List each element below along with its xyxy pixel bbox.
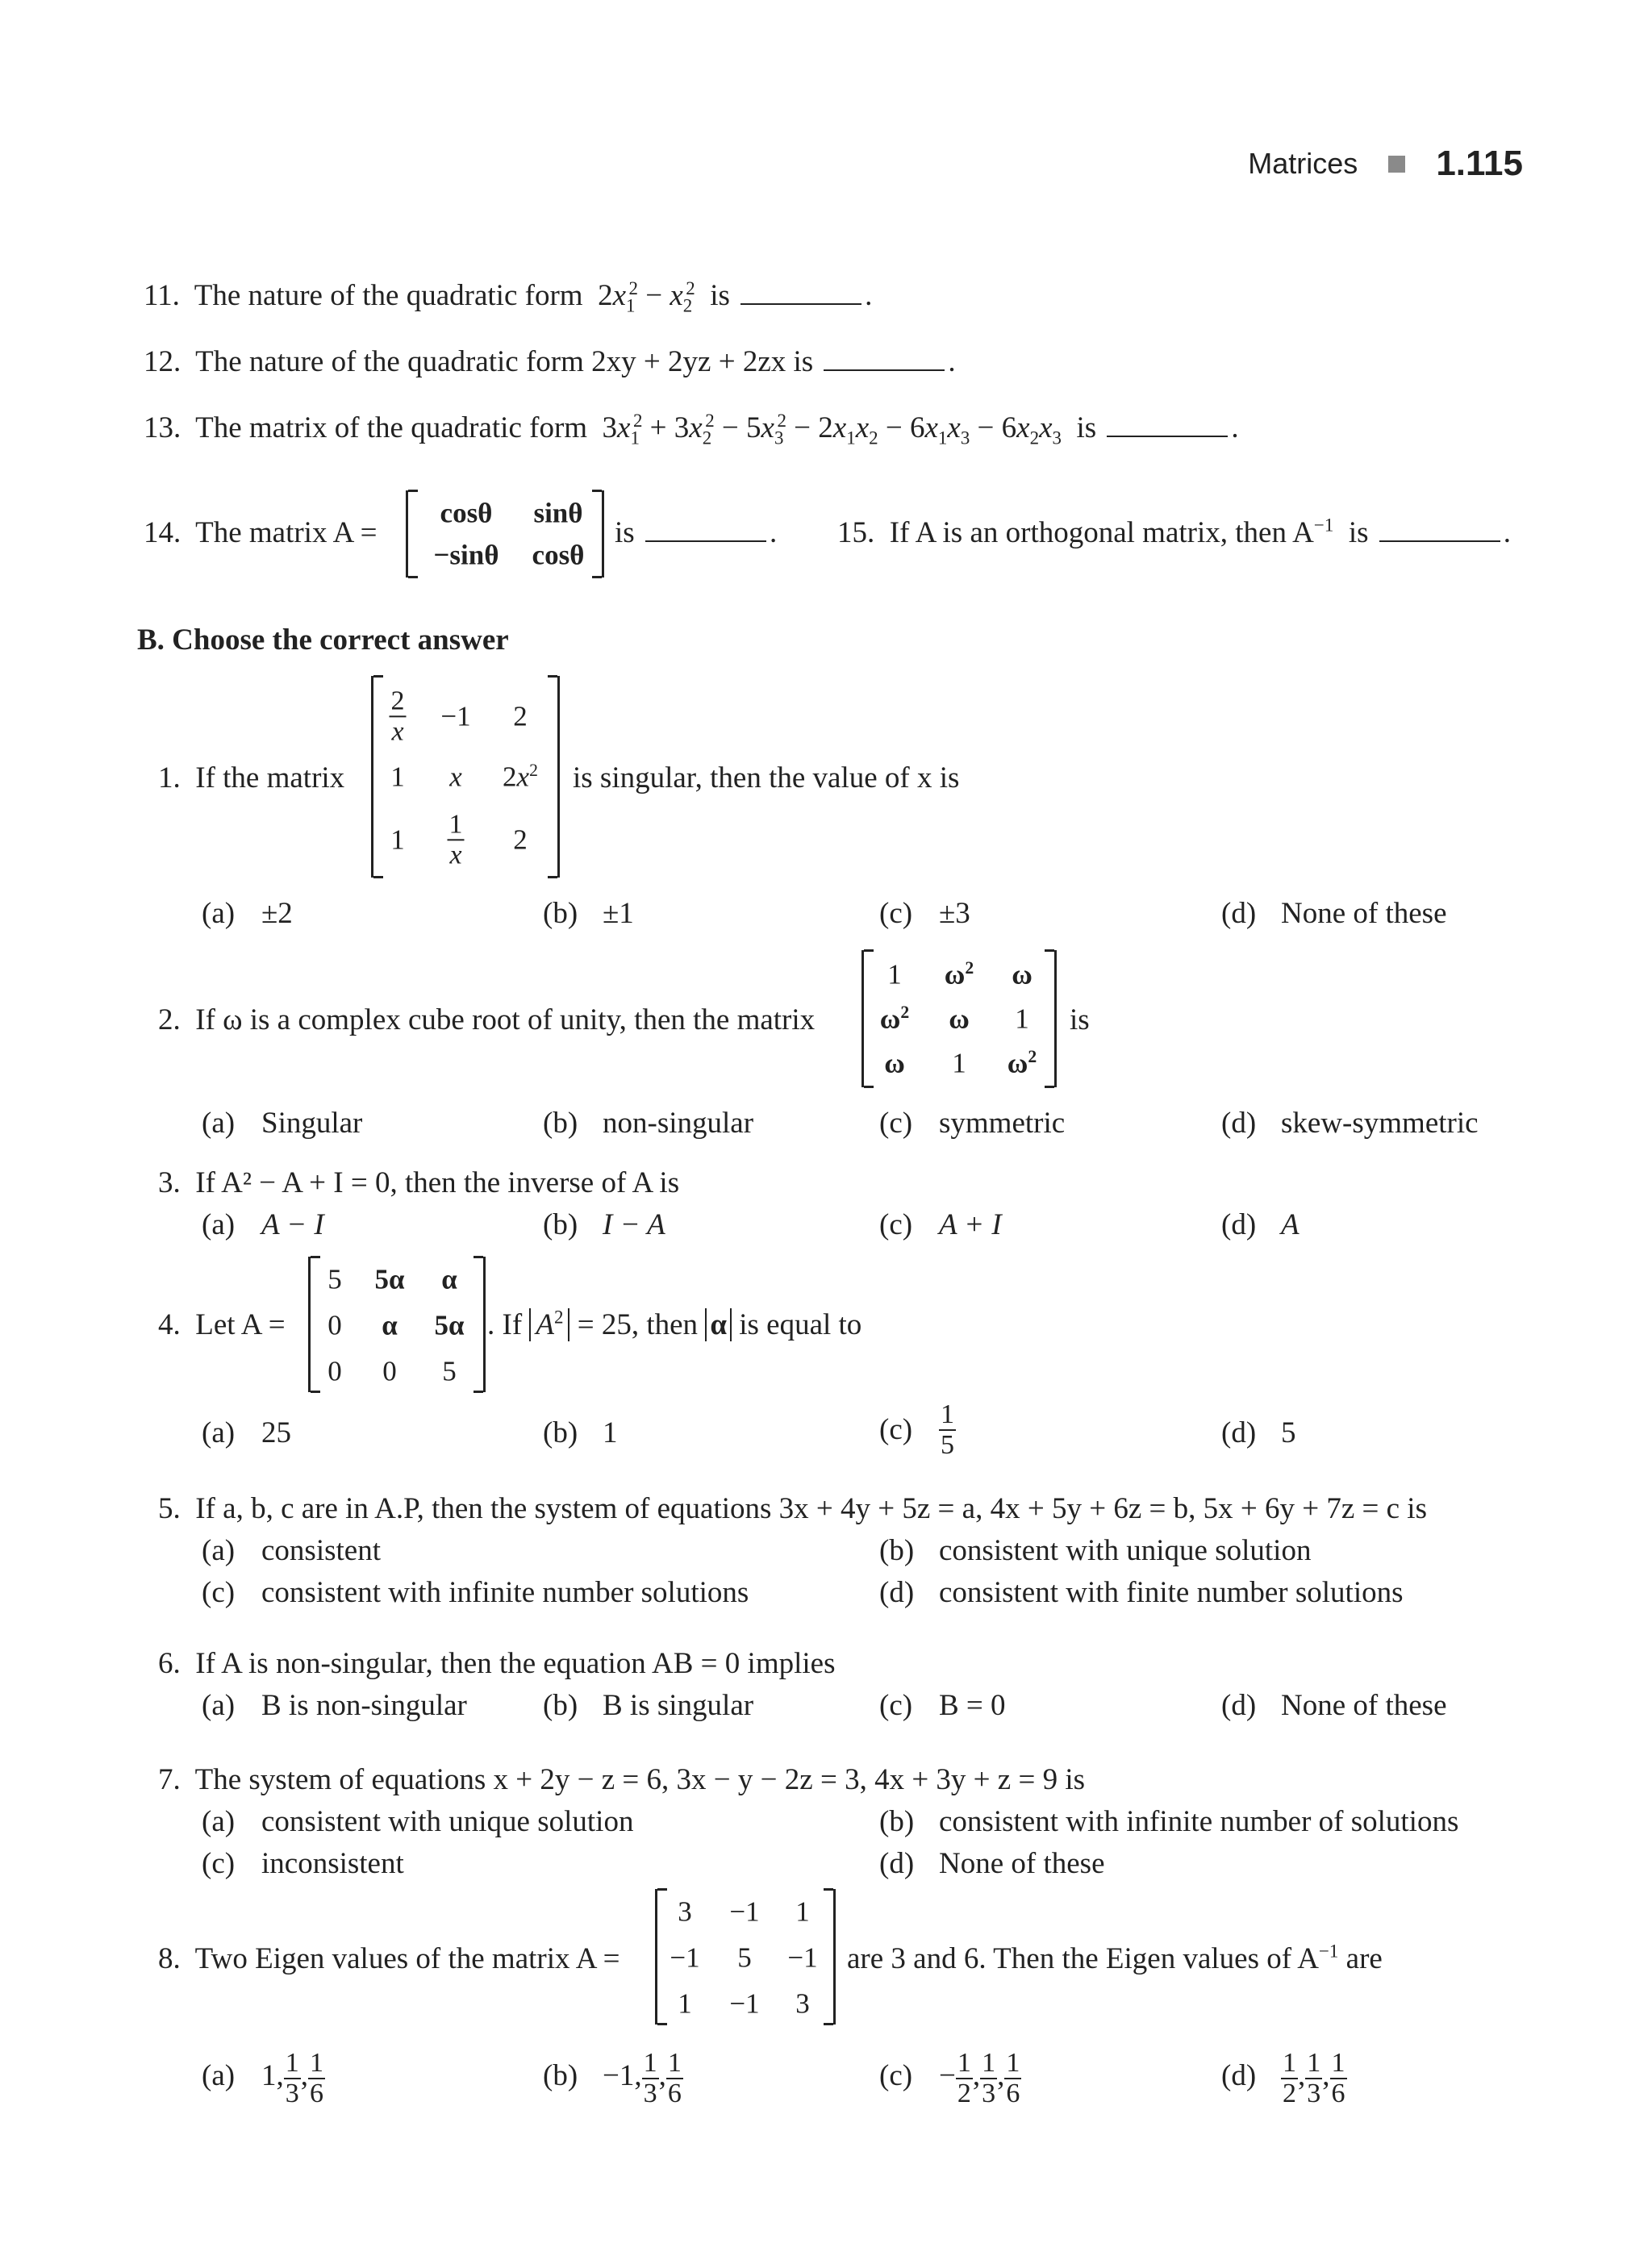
answer-blank[interactable] bbox=[1107, 413, 1228, 437]
option-text: inconsistent bbox=[261, 1847, 404, 1880]
matrix-cell: 2 bbox=[513, 700, 528, 732]
option-text: consistent with infinite number of solutions bbox=[939, 1805, 1459, 1838]
option-c[interactable] bbox=[879, 1210, 1002, 1240]
option-b[interactable] bbox=[543, 1418, 618, 1448]
option-label: (c) bbox=[879, 1208, 913, 1241]
option-text: None of these bbox=[1281, 1689, 1447, 1722]
option-label: (b) bbox=[543, 2059, 578, 2093]
option-c[interactable] bbox=[879, 899, 970, 928]
mcq-4-tail bbox=[487, 1307, 862, 1341]
matrix-cell: 3 bbox=[795, 1987, 810, 2020]
option-b[interactable] bbox=[879, 1536, 1311, 1566]
option-b[interactable]: (b) −1, $\frac{1}{3}$ , $\frac{1}{6}$ bbox=[543, 2048, 682, 2108]
section-heading: B. Choose the correct answer bbox=[137, 623, 509, 657]
option-text: A bbox=[1281, 1208, 1299, 1241]
option-label: (a) bbox=[202, 2059, 236, 2093]
question-text: The nature of the quadratic form bbox=[194, 279, 583, 312]
option-b[interactable] bbox=[879, 1807, 1458, 1837]
option-text: None of these bbox=[939, 1847, 1105, 1880]
option-c[interactable]: (c) − $\frac{1}{2}$ , $\frac{1}{3}$ , $\frac{1}{6}$ bbox=[879, 2048, 1020, 2108]
mcq-3 bbox=[158, 1168, 679, 1198]
option-b[interactable] bbox=[543, 1108, 753, 1138]
question-number: 13. bbox=[144, 411, 181, 444]
option-label: (c) bbox=[202, 1847, 236, 1880]
option-label: (b) bbox=[543, 1208, 578, 1241]
option-d[interactable] bbox=[879, 1578, 1404, 1608]
mcq-2-tail bbox=[1070, 1005, 1090, 1035]
matrix-cell: ω bbox=[1012, 958, 1032, 990]
option-text: A − I bbox=[261, 1208, 324, 1241]
option-text: B = 0 bbox=[939, 1689, 1006, 1722]
matrix-cell: x bbox=[449, 761, 462, 793]
option-label: (d) bbox=[1221, 1416, 1257, 1449]
question-tail: is bbox=[710, 279, 730, 312]
option-label: (a) bbox=[202, 1689, 236, 1722]
section-title: Matrices bbox=[1248, 147, 1358, 180]
question-text: Two Eigen values of the matrix A = bbox=[194, 1942, 620, 1975]
question-text: Let A = bbox=[195, 1308, 286, 1341]
answer-blank[interactable] bbox=[824, 347, 945, 371]
question-12: 12. The nature of the quadratic form 2xy + 2yz + 2zx is . bbox=[144, 345, 956, 378]
option-d[interactable]: (d) $\frac{1}{2}$ , $\frac{1}{3}$ , $\frac{1}{6}$ bbox=[1221, 2048, 1345, 2108]
mcq-6 bbox=[158, 1649, 835, 1678]
question-text: The nature of the quadratic form 2xy + 2yz + 2zx is bbox=[195, 345, 814, 378]
option-text: 1 bbox=[603, 1416, 618, 1449]
option-c[interactable] bbox=[879, 1691, 1006, 1720]
matrix-cell: cosθ bbox=[532, 539, 585, 571]
question-number: 12. bbox=[144, 345, 181, 378]
option-c[interactable] bbox=[879, 1108, 1065, 1138]
matrix-cell: $\frac{2}{x}$ bbox=[390, 686, 405, 746]
option-text: consistent with infinite number solutions bbox=[261, 1576, 749, 1609]
matrix-cell: cosθ bbox=[440, 497, 493, 529]
option-label: (b) bbox=[543, 897, 578, 930]
matrix-cell: 5α bbox=[374, 1263, 405, 1295]
option-d[interactable] bbox=[1221, 1210, 1299, 1240]
question-tail: is equal to bbox=[739, 1308, 862, 1341]
option-label: (d) bbox=[1221, 1107, 1257, 1140]
question-tail: are 3 and 6. Then the Eigen values of A bbox=[847, 1942, 1319, 1975]
matrix-cell: $\omega^2$ bbox=[944, 957, 974, 990]
question-number: 11. bbox=[144, 279, 180, 312]
question-text: The matrix A = bbox=[195, 516, 378, 549]
matrix-cell: −1 bbox=[729, 1895, 760, 1928]
option-text: consistent bbox=[261, 1534, 381, 1567]
matrix-cell: −1 bbox=[729, 1987, 760, 2020]
option-d[interactable] bbox=[1221, 1108, 1479, 1138]
option-text: skew-symmetric bbox=[1281, 1107, 1479, 1140]
matrix-cell: 2 bbox=[513, 824, 528, 856]
question-text: The system of equations x + 2y − z = 6, 3x − y − 2z = 3, 4x + 3y + z = 9 is bbox=[194, 1763, 1086, 1796]
option-a[interactable]: (a) 1, $\frac{1}{3}$ , $\frac{1}{6}$ bbox=[202, 2048, 323, 2108]
option-text: B is non-singular bbox=[261, 1689, 467, 1722]
matrix-cell: $\omega^2$ bbox=[1007, 1046, 1037, 1079]
question-text: If A² − A + I = 0, then the inverse of A is bbox=[195, 1166, 680, 1199]
question-text: If a, b, c are in A.P, then the system of equations 3x + 4y + 5z = a, 4x + 5y + 6z = b, 5x + 6y + 7z = c is bbox=[195, 1492, 1427, 1525]
matrix-q4 bbox=[308, 1257, 486, 1392]
option-text: non-singular bbox=[603, 1107, 754, 1140]
option-b[interactable] bbox=[543, 1210, 665, 1240]
answer-blank[interactable] bbox=[645, 518, 766, 542]
matrix-cell: −sinθ bbox=[433, 539, 499, 571]
question-text: If the matrix bbox=[195, 761, 345, 794]
question-number: 7. bbox=[158, 1763, 181, 1796]
matrix-cell: 1 bbox=[795, 1895, 810, 1928]
question-text: If A is an orthogonal matrix, then A bbox=[889, 516, 1314, 549]
option-d[interactable] bbox=[1221, 1418, 1296, 1448]
option-label: (b) bbox=[879, 1534, 915, 1567]
option-text: consistent with unique solution bbox=[939, 1534, 1312, 1567]
option-label: (b) bbox=[879, 1805, 915, 1838]
option-text: $\frac{1}{5}$ bbox=[941, 1399, 954, 1460]
matrix-cell: 5 bbox=[737, 1941, 752, 1974]
option-label: (c) bbox=[879, 1413, 913, 1447]
matrix-cell: ω bbox=[949, 1003, 970, 1035]
question-number: 14. bbox=[144, 516, 181, 549]
option-c[interactable] bbox=[879, 1400, 956, 1459]
matrix-cell: 5 bbox=[442, 1355, 457, 1387]
mcq-2 bbox=[158, 1005, 815, 1035]
answer-blank[interactable] bbox=[740, 281, 861, 305]
option-label: (d) bbox=[879, 1847, 915, 1880]
question-tail: is bbox=[1348, 516, 1369, 549]
option-label: (b) bbox=[543, 1107, 578, 1140]
option-label: (c) bbox=[879, 1107, 913, 1140]
option-label: (c) bbox=[879, 897, 913, 930]
option-text: ±1 bbox=[603, 897, 634, 930]
question-tail: is singular, then the value of x is bbox=[573, 761, 960, 794]
option-label: (c) bbox=[202, 1576, 236, 1609]
option-label: (a) bbox=[202, 1416, 236, 1449]
option-text: consistent with unique solution bbox=[261, 1805, 634, 1838]
option-a[interactable] bbox=[202, 1210, 324, 1240]
page-number: 1.115 bbox=[1436, 144, 1523, 183]
option-label: (a) bbox=[202, 1107, 236, 1140]
option-d[interactable] bbox=[879, 1849, 1105, 1879]
option-text: 25 bbox=[261, 1416, 291, 1449]
matrix-cell: 1 bbox=[390, 824, 405, 856]
option-label: (d) bbox=[1221, 1689, 1257, 1722]
question-number: 5. bbox=[158, 1492, 181, 1525]
matrix-cell: 0 bbox=[327, 1309, 342, 1341]
question-13: 13. The matrix of the quadratic form $3x_1^2 + 3x_2^2 - 5x_3^2 - 2x_1x_2 - 6x_1x_3 - 6x_2x_3$ is . bbox=[144, 410, 1239, 448]
option-text: B is singular bbox=[603, 1689, 754, 1722]
matrix-cell: 1 bbox=[887, 958, 902, 990]
option-label: (a) bbox=[202, 1805, 236, 1838]
option-a[interactable] bbox=[202, 899, 293, 928]
option-text: I − A bbox=[603, 1208, 665, 1241]
option-label: (c) bbox=[879, 2059, 913, 2093]
question-15: 15. If A is an orthogonal matrix, then $A^{-1}$ is . bbox=[837, 515, 1511, 549]
matrix-cell: −1 bbox=[440, 700, 471, 732]
option-c[interactable] bbox=[202, 1578, 749, 1608]
question-number: 3. bbox=[158, 1166, 181, 1199]
matrix-cell: $\frac{1}{x}$ bbox=[448, 809, 463, 869]
matrix-cell: α bbox=[382, 1309, 398, 1341]
option-a[interactable] bbox=[202, 1418, 291, 1448]
option-text: None of these bbox=[1281, 897, 1447, 930]
header-square-icon bbox=[1388, 156, 1405, 173]
option-text: A + I bbox=[939, 1208, 1002, 1241]
option-c[interactable] bbox=[202, 1849, 404, 1879]
matrix-cell: $\omega^2$ bbox=[879, 1002, 910, 1035]
determinant-bars: $A^2$ bbox=[529, 1308, 569, 1341]
option-text: consistent with finite number solutions bbox=[939, 1576, 1404, 1609]
matrix-cell: 3 bbox=[678, 1895, 692, 1928]
mcq-8 bbox=[158, 1944, 620, 1974]
matrix-cell: 1 bbox=[1015, 1003, 1029, 1035]
option-label: (d) bbox=[879, 1576, 915, 1609]
question-number: 6. bbox=[158, 1647, 181, 1680]
question-tail: are bbox=[1345, 1942, 1383, 1975]
q14-tail: is . bbox=[615, 516, 778, 549]
option-label: (a) bbox=[202, 1534, 236, 1567]
question-tail: is bbox=[1076, 411, 1097, 444]
matrix-cell: α bbox=[441, 1263, 457, 1295]
mcq-5 bbox=[158, 1494, 1427, 1524]
question-11: 11. The nature of the quadratic form $2x_1^2 - x_2^2$ is . bbox=[144, 277, 873, 316]
option-label: (d) bbox=[1221, 2059, 1257, 2093]
mcq-7 bbox=[158, 1765, 1085, 1795]
mcq-8-tail: are 3 and 6. Then the Eigen values of $A^{-1}$ are bbox=[847, 1941, 1383, 1975]
option-label: (b) bbox=[543, 1416, 578, 1449]
matrix-cell: $2x^2$ bbox=[503, 760, 538, 793]
matrix-q1 bbox=[371, 676, 560, 878]
question-number: 8. bbox=[158, 1942, 181, 1975]
option-text: ±2 bbox=[261, 897, 293, 930]
question-tail: = 25, then bbox=[577, 1308, 699, 1341]
matrix-q2 bbox=[861, 950, 1057, 1087]
mcq-4 bbox=[158, 1310, 286, 1340]
running-header bbox=[1248, 144, 1523, 184]
matrix-cell: 1 bbox=[952, 1047, 966, 1079]
abs-alpha: α bbox=[705, 1308, 732, 1341]
option-text: ±3 bbox=[939, 897, 970, 930]
option-a[interactable] bbox=[202, 1691, 467, 1720]
matrix-cell: 1 bbox=[390, 761, 405, 793]
question-number: 4. bbox=[158, 1308, 181, 1341]
question-number: 1. bbox=[158, 761, 181, 794]
answer-blank[interactable] bbox=[1379, 518, 1500, 542]
question-tail: is bbox=[615, 516, 635, 549]
option-label: (d) bbox=[1221, 897, 1257, 930]
matrix-cell: 5α bbox=[434, 1309, 465, 1341]
option-a[interactable] bbox=[202, 1536, 381, 1566]
question-text: The matrix of the quadratic form bbox=[195, 411, 588, 444]
question-14 bbox=[144, 518, 377, 548]
option-text: 5 bbox=[1281, 1416, 1296, 1449]
option-label: (d) bbox=[1221, 1208, 1257, 1241]
question-text: If A is non-singular, then the equation AB = 0 implies bbox=[195, 1647, 836, 1680]
question-text: If ω is a complex cube root of unity, then the matrix bbox=[195, 1003, 816, 1036]
matrix-q14 bbox=[406, 490, 604, 578]
option-a[interactable] bbox=[202, 1807, 633, 1837]
question-tail: is bbox=[1070, 1003, 1090, 1036]
matrix-cell: 1 bbox=[678, 1987, 692, 2020]
option-label: (a) bbox=[202, 1208, 236, 1241]
option-d[interactable] bbox=[1221, 899, 1447, 928]
question-number: 15. bbox=[837, 516, 875, 549]
matrix-cell: sinθ bbox=[533, 497, 583, 529]
question-tail: . If bbox=[487, 1308, 523, 1341]
option-d[interactable] bbox=[1221, 1691, 1447, 1720]
option-text: Singular bbox=[261, 1107, 363, 1140]
option-a[interactable] bbox=[202, 1108, 362, 1138]
matrix-q8 bbox=[655, 1889, 836, 2025]
option-label: (c) bbox=[879, 1689, 913, 1722]
matrix-cell: −1 bbox=[787, 1941, 818, 1974]
mcq-1 bbox=[158, 763, 344, 793]
mcq-1-tail bbox=[573, 763, 959, 793]
matrix-cell: ω bbox=[884, 1047, 905, 1079]
matrix-cell: −1 bbox=[670, 1941, 700, 1974]
matrix-cell: 0 bbox=[327, 1355, 342, 1387]
question-number: 2. bbox=[158, 1003, 181, 1036]
option-label: (a) bbox=[202, 897, 236, 930]
option-b[interactable] bbox=[543, 899, 634, 928]
option-text: symmetric bbox=[939, 1107, 1066, 1140]
option-label: (b) bbox=[543, 1689, 578, 1722]
matrix-cell: 0 bbox=[382, 1355, 397, 1387]
option-b[interactable] bbox=[543, 1691, 753, 1720]
matrix-cell: 5 bbox=[327, 1263, 342, 1295]
